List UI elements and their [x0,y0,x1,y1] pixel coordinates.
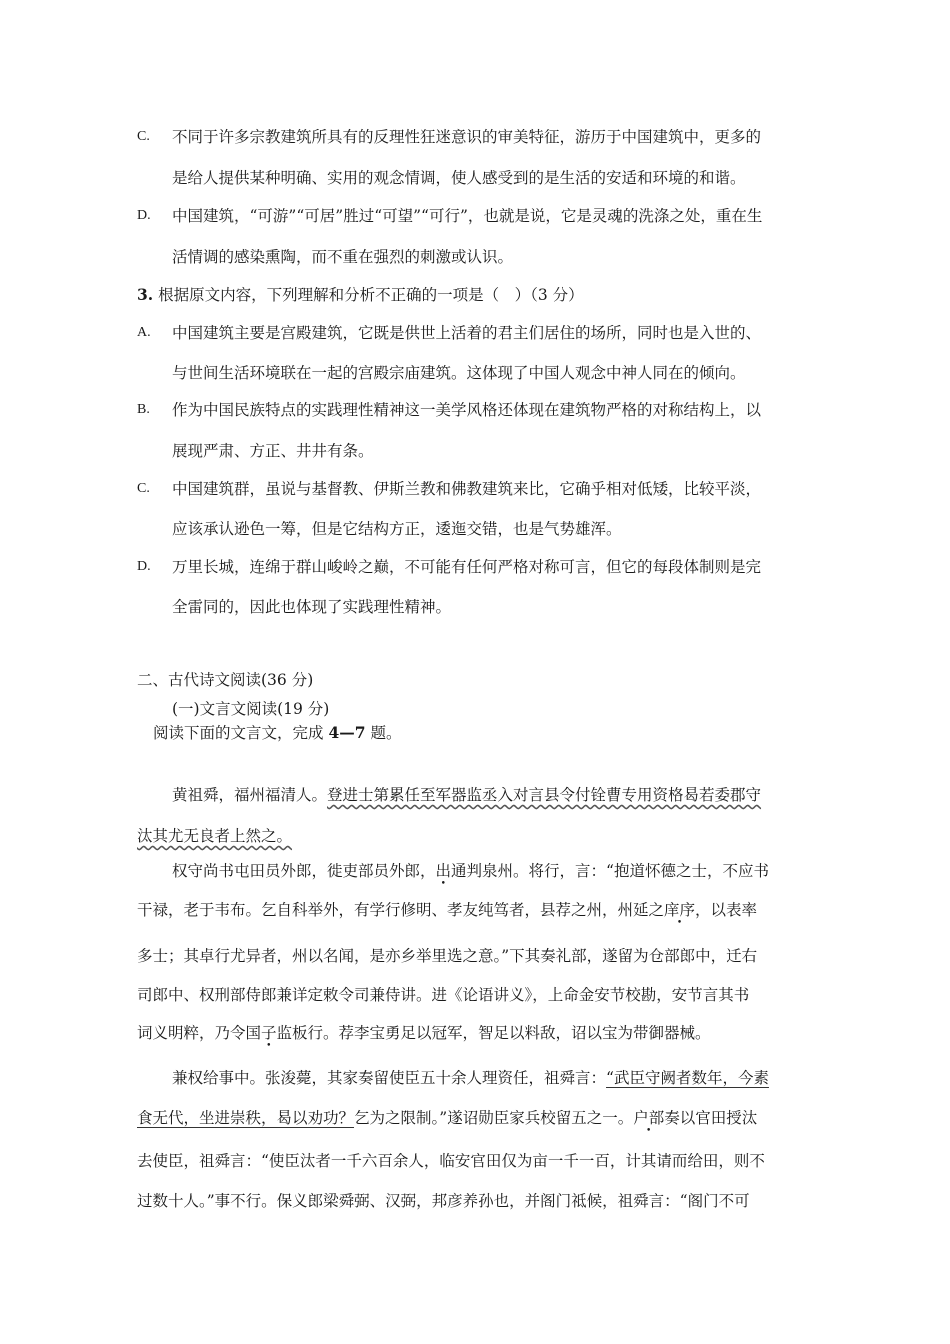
instructions-text: 阅读下面的文言文，完成 [153,724,329,742]
passage-text: 干禄，老于韦布。乞自科举外，有学行修明、孝友纯笃者，县荐之州，州延之 [137,901,665,919]
option-label: A. [137,325,151,340]
dotted-word: 庠序 [664,901,696,919]
option-text: 应该承认逊色一筹，但是它结构方正，逶迤交错，也是气势雄浑。 [172,520,622,538]
question-stem [137,284,584,306]
option-text: 中国建筑群，虽说与基督教、伊斯兰教和佛教建筑来比，它确乎相对低矮，比较平淡， [172,480,762,498]
passage-text: 词义明粹，乃令 [137,1024,246,1042]
passage-text: 黄祖舜，福州福清人。 [172,786,328,804]
passage-line [172,784,761,806]
passage-text: 兼权给事中。张浚薨，其家奏留使臣五十余人理资任，祖舜言： [172,1069,607,1087]
option-text: 中国建筑主要是宫殿建筑，它既是供世上活着的君主们居住的场所，同时也是入世的、 [172,324,762,342]
option-text: 中国建筑，“可游”“可居”胜过“可望”“可行”，也就是说，它是灵魂的洗涤之处，重在生 [172,207,763,225]
passage-line [137,899,757,921]
option-text: 不同于许多宗教建筑所具有的反理性狂迷意识的审美特征，游历于中国建筑中，更多的 [172,128,762,146]
passage-text: 权守尚书屯田员外郎，徙吏部员外郎， [172,862,436,880]
passage-text: 乞为之限制。”遂诏勋臣家兵校留五之一。 [354,1109,634,1127]
passage-line [137,825,292,847]
passage-line: 过数十人。”事不行。保义郎梁舜弼、汉弼，邦彦养孙也，并阁门祗候，祖舜言：“阁门不可 [137,1192,750,1210]
passage-line [172,860,769,882]
subsection-title: (一)文言文阅读(19 分) [172,700,330,718]
dotted-word: 国子监 [245,1024,293,1042]
passage-line: 去使臣，祖舜言：“使臣汰者一千六百余人，临安官田仅为亩一千一百，计其请而给田，则不 [137,1152,765,1170]
dotted-word: 出 [435,862,452,880]
instructions-text: 题。 [365,724,402,742]
underlined-text: 食无代，坐进崇秩，曷以劝功？ [137,1109,355,1127]
option-text: 万里长城，连绵于群山峻岭之巅，不可能有任何严格对称可言，但它的每段体制则是完 [172,558,762,576]
option-text: 展现严肃、方正、井井有条。 [172,442,374,460]
option-label: B. [137,402,150,417]
passage-line [137,1022,711,1044]
section-title: 二、古代诗文阅读(36 分) [137,671,314,689]
option-label: C. [137,129,150,144]
question-number: 3. [137,285,154,304]
passage-text: 奏以官田授汰 [664,1109,758,1127]
passage-line: 司郎中、权刑部侍郎兼详定敕令司兼侍讲。进《论语讲义》，上命金安节校勘，安节言其书 [137,986,750,1004]
option-label: D. [137,208,151,223]
option-text: 与世间生活环境联在一起的宫殿宗庙建筑。这体现了中国人观念中神人同在的倾向。 [172,364,746,382]
passage-text: 板行。荐李宝勇足以冠军，智足以料敌，诏以宝为带御器械。 [292,1024,711,1042]
option-label: D. [137,559,151,574]
option-text: 作为中国民族特点的实践理性精神这一美学风格还体现在建筑物严格的对称结构上，以 [172,401,762,419]
question-text: 根据原文内容，下列理解和分析不正确的一项是（ ）（3 分） [158,286,584,304]
wavy-underlined-text: 汰其尤无良者上然之。 [137,827,293,845]
passage-line [137,1107,757,1129]
option-text: 全雷同的，因此也体现了实践理性精神。 [172,598,452,616]
option-text: 活情调的感染熏陶，而不重在强烈的刺激或认识。 [172,248,514,266]
option-text: 是给人提供某种明确、实用的观念情调，使人感受到的是生活的安适和环境的和谐。 [172,169,746,187]
instructions [153,722,401,744]
passage-text: ，以表率 [695,901,758,919]
dotted-word: 户部 [633,1109,665,1127]
question-range: 4—7 [328,723,366,742]
passage-line: 多士；其卓行尤异者，州以名闻，是亦乡举里选之意。”下其奏礼部，遂留为仓部郎中，迁右 [137,947,758,965]
passage-text: 通判泉州。将行，言：“抱道怀德之士，不应书 [451,862,769,880]
wavy-underlined-text: 登进士第累任至军器监丞入对言县令付铨曹专用资格曷若委郡守 [327,786,762,804]
underlined-text: “武臣守阙者数年，今素 [606,1069,769,1087]
option-label: C. [137,481,150,496]
passage-line [172,1067,769,1089]
